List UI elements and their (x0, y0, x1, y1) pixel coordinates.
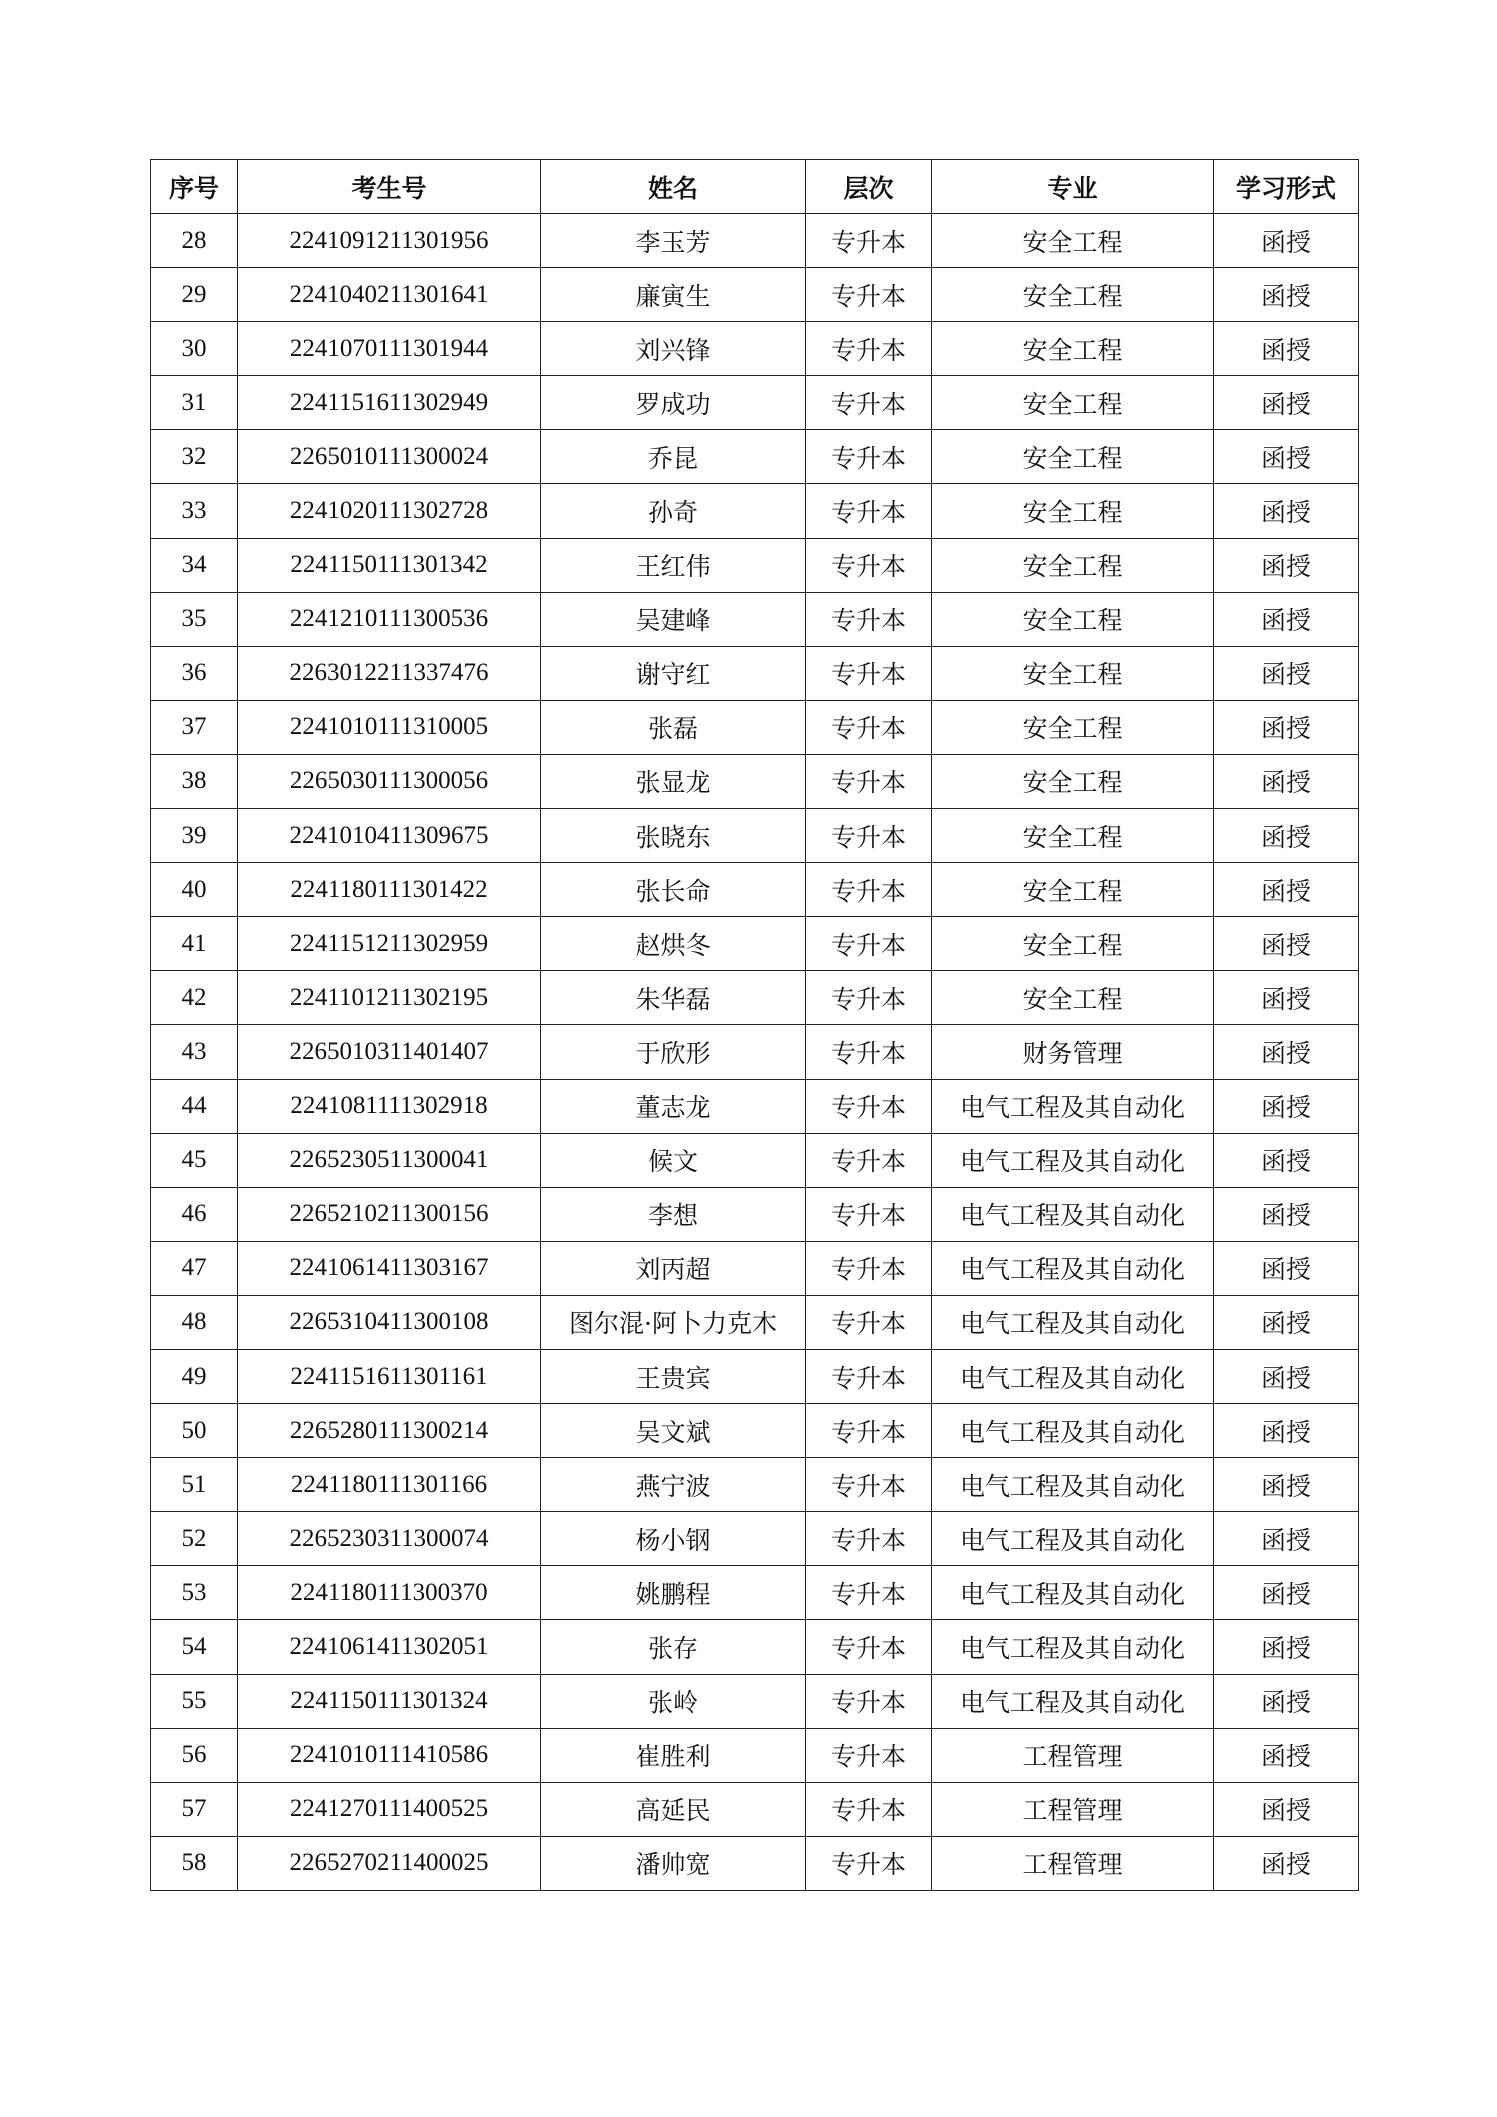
level-cell: 专升本 (806, 268, 932, 322)
table-row (151, 376, 1359, 430)
major-cell: 财务管理 (932, 1025, 1214, 1079)
major-cell: 电气工程及其自动化 (932, 1620, 1214, 1674)
level-cell: 专升本 (806, 1025, 932, 1079)
name-cell: 图尔混·阿卜力克木 (541, 1295, 806, 1349)
name-cell: 杨小钢 (541, 1512, 806, 1566)
study-mode-cell: 函授 (1214, 430, 1359, 484)
name-cell: 乔昆 (541, 430, 806, 484)
level-cell: 专升本 (806, 538, 932, 592)
header-name: 姓名 (541, 160, 806, 214)
name-cell: 张长命 (541, 863, 806, 917)
exam-id-cell: 2241040211301641 (238, 268, 541, 322)
major-cell: 安全工程 (932, 971, 1214, 1025)
study-mode-cell: 函授 (1214, 700, 1359, 754)
seq-cell: 54 (151, 1620, 238, 1674)
study-mode-cell: 函授 (1214, 1458, 1359, 1512)
table-row (151, 1566, 1359, 1620)
major-cell: 安全工程 (932, 214, 1214, 268)
study-mode-cell: 函授 (1214, 1404, 1359, 1458)
name-cell: 朱华磊 (541, 971, 806, 1025)
major-cell: 安全工程 (932, 430, 1214, 484)
study-mode-cell: 函授 (1214, 1674, 1359, 1728)
exam-id-cell: 2241010411309675 (238, 809, 541, 863)
table-row (151, 1458, 1359, 1512)
name-cell: 燕宁波 (541, 1458, 806, 1512)
major-cell: 安全工程 (932, 646, 1214, 700)
major-cell: 安全工程 (932, 484, 1214, 538)
name-cell: 吴文斌 (541, 1404, 806, 1458)
table-header-row (151, 160, 1359, 214)
study-mode-cell: 函授 (1214, 863, 1359, 917)
table-row (151, 1782, 1359, 1836)
table-row (151, 1133, 1359, 1187)
level-cell: 专升本 (806, 1674, 932, 1728)
study-mode-cell: 函授 (1214, 1079, 1359, 1133)
major-cell: 安全工程 (932, 538, 1214, 592)
exam-id-cell: 2241151611302949 (238, 376, 541, 430)
exam-id-cell: 2241091211301956 (238, 214, 541, 268)
name-cell: 李玉芳 (541, 214, 806, 268)
table-row (151, 863, 1359, 917)
level-cell: 专升本 (806, 646, 932, 700)
header-exam-id: 考生号 (238, 160, 541, 214)
major-cell: 电气工程及其自动化 (932, 1674, 1214, 1728)
exam-id-cell: 2265010311401407 (238, 1025, 541, 1079)
major-cell: 安全工程 (932, 376, 1214, 430)
exam-id-cell: 2241210111300536 (238, 592, 541, 646)
level-cell: 专升本 (806, 971, 932, 1025)
seq-cell: 38 (151, 754, 238, 808)
study-mode-cell: 函授 (1214, 1620, 1359, 1674)
study-mode-cell: 函授 (1214, 1512, 1359, 1566)
study-mode-cell: 函授 (1214, 917, 1359, 971)
name-cell: 刘兴锋 (541, 322, 806, 376)
level-cell: 专升本 (806, 322, 932, 376)
name-cell: 王贵宾 (541, 1349, 806, 1403)
major-cell: 工程管理 (932, 1836, 1214, 1890)
level-cell: 专升本 (806, 809, 932, 863)
header-major: 专业 (932, 160, 1214, 214)
major-cell: 安全工程 (932, 863, 1214, 917)
exam-id-cell: 2241151211302959 (238, 917, 541, 971)
name-cell: 董志龙 (541, 1079, 806, 1133)
major-cell: 安全工程 (932, 917, 1214, 971)
table-row (151, 484, 1359, 538)
exam-id-cell: 2241070111301944 (238, 322, 541, 376)
major-cell: 安全工程 (932, 268, 1214, 322)
study-mode-cell: 函授 (1214, 538, 1359, 592)
seq-cell: 56 (151, 1728, 238, 1782)
study-mode-cell: 函授 (1214, 1295, 1359, 1349)
name-cell: 赵烘冬 (541, 917, 806, 971)
table-row (151, 1728, 1359, 1782)
study-mode-cell: 函授 (1214, 1728, 1359, 1782)
study-mode-cell: 函授 (1214, 1133, 1359, 1187)
level-cell: 专升本 (806, 1566, 932, 1620)
seq-cell: 36 (151, 646, 238, 700)
student-roster-table (150, 159, 1359, 1891)
seq-cell: 39 (151, 809, 238, 863)
name-cell: 张存 (541, 1620, 806, 1674)
header-study-mode: 学习形式 (1214, 160, 1359, 214)
level-cell: 专升本 (806, 1187, 932, 1241)
seq-cell: 58 (151, 1836, 238, 1890)
level-cell: 专升本 (806, 1241, 932, 1295)
exam-id-cell: 2241101211302195 (238, 971, 541, 1025)
seq-cell: 44 (151, 1079, 238, 1133)
exam-id-cell: 2241010111310005 (238, 700, 541, 754)
major-cell: 电气工程及其自动化 (932, 1458, 1214, 1512)
exam-id-cell: 2241180111300370 (238, 1566, 541, 1620)
name-cell: 于欣形 (541, 1025, 806, 1079)
name-cell: 高延民 (541, 1782, 806, 1836)
level-cell: 专升本 (806, 863, 932, 917)
study-mode-cell: 函授 (1214, 1025, 1359, 1079)
study-mode-cell: 函授 (1214, 322, 1359, 376)
name-cell: 姚鹏程 (541, 1566, 806, 1620)
name-cell: 崔胜利 (541, 1728, 806, 1782)
table-row (151, 971, 1359, 1025)
major-cell: 电气工程及其自动化 (932, 1349, 1214, 1403)
major-cell: 安全工程 (932, 809, 1214, 863)
seq-cell: 42 (151, 971, 238, 1025)
exam-id-cell: 2241150111301324 (238, 1674, 541, 1728)
study-mode-cell: 函授 (1214, 592, 1359, 646)
level-cell: 专升本 (806, 430, 932, 484)
major-cell: 工程管理 (932, 1728, 1214, 1782)
level-cell: 专升本 (806, 484, 932, 538)
study-mode-cell: 函授 (1214, 809, 1359, 863)
major-cell: 工程管理 (932, 1782, 1214, 1836)
study-mode-cell: 函授 (1214, 754, 1359, 808)
name-cell: 谢守红 (541, 646, 806, 700)
study-mode-cell: 函授 (1214, 1187, 1359, 1241)
study-mode-cell: 函授 (1214, 214, 1359, 268)
exam-id-cell: 2265310411300108 (238, 1295, 541, 1349)
major-cell: 安全工程 (932, 592, 1214, 646)
table-row (151, 1674, 1359, 1728)
major-cell: 电气工程及其自动化 (932, 1187, 1214, 1241)
table-row (151, 700, 1359, 754)
major-cell: 电气工程及其自动化 (932, 1079, 1214, 1133)
study-mode-cell: 函授 (1214, 646, 1359, 700)
exam-id-cell: 2265010111300024 (238, 430, 541, 484)
level-cell: 专升本 (806, 376, 932, 430)
study-mode-cell: 函授 (1214, 376, 1359, 430)
table-row (151, 214, 1359, 268)
seq-cell: 30 (151, 322, 238, 376)
name-cell: 罗成功 (541, 376, 806, 430)
table-row (151, 538, 1359, 592)
name-cell: 王红伟 (541, 538, 806, 592)
exam-id-cell: 2241151611301161 (238, 1349, 541, 1403)
table-row (151, 1241, 1359, 1295)
study-mode-cell: 函授 (1214, 1241, 1359, 1295)
level-cell: 专升本 (806, 700, 932, 754)
table-row (151, 1349, 1359, 1403)
seq-cell: 29 (151, 268, 238, 322)
exam-id-cell: 2265230311300074 (238, 1512, 541, 1566)
exam-id-cell: 2241150111301342 (238, 538, 541, 592)
seq-cell: 34 (151, 538, 238, 592)
name-cell: 孙奇 (541, 484, 806, 538)
seq-cell: 32 (151, 430, 238, 484)
table-row (151, 1295, 1359, 1349)
table-row (151, 917, 1359, 971)
name-cell: 潘帅宽 (541, 1836, 806, 1890)
exam-id-cell: 2241081111302918 (238, 1079, 541, 1133)
table-row (151, 646, 1359, 700)
table-row (151, 1187, 1359, 1241)
seq-cell: 40 (151, 863, 238, 917)
seq-cell: 28 (151, 214, 238, 268)
name-cell: 候文 (541, 1133, 806, 1187)
exam-id-cell: 2241061411303167 (238, 1241, 541, 1295)
level-cell: 专升本 (806, 1620, 932, 1674)
table-row (151, 430, 1359, 484)
seq-cell: 53 (151, 1566, 238, 1620)
name-cell: 刘丙超 (541, 1241, 806, 1295)
table-row (151, 1512, 1359, 1566)
seq-cell: 48 (151, 1295, 238, 1349)
exam-id-cell: 2263012211337476 (238, 646, 541, 700)
level-cell: 专升本 (806, 214, 932, 268)
table-row (151, 1025, 1359, 1079)
name-cell: 张晓东 (541, 809, 806, 863)
name-cell: 张岭 (541, 1674, 806, 1728)
major-cell: 安全工程 (932, 754, 1214, 808)
seq-cell: 35 (151, 592, 238, 646)
level-cell: 专升本 (806, 1728, 932, 1782)
table-row (151, 322, 1359, 376)
level-cell: 专升本 (806, 1404, 932, 1458)
study-mode-cell: 函授 (1214, 268, 1359, 322)
table-row (151, 1836, 1359, 1890)
major-cell: 安全工程 (932, 322, 1214, 376)
table-row (151, 1404, 1359, 1458)
study-mode-cell: 函授 (1214, 1349, 1359, 1403)
level-cell: 专升本 (806, 1836, 932, 1890)
level-cell: 专升本 (806, 1079, 932, 1133)
seq-cell: 47 (151, 1241, 238, 1295)
seq-cell: 46 (151, 1187, 238, 1241)
level-cell: 专升本 (806, 917, 932, 971)
exam-id-cell: 2265280111300214 (238, 1404, 541, 1458)
seq-cell: 57 (151, 1782, 238, 1836)
level-cell: 专升本 (806, 1512, 932, 1566)
name-cell: 廉寅生 (541, 268, 806, 322)
seq-cell: 50 (151, 1404, 238, 1458)
seq-cell: 41 (151, 917, 238, 971)
name-cell: 张显龙 (541, 754, 806, 808)
exam-id-cell: 2241010111410586 (238, 1728, 541, 1782)
exam-id-cell: 2241180111301166 (238, 1458, 541, 1512)
seq-cell: 45 (151, 1133, 238, 1187)
exam-id-cell: 2265230511300041 (238, 1133, 541, 1187)
exam-id-cell: 2241061411302051 (238, 1620, 541, 1674)
table-row (151, 754, 1359, 808)
table-row (151, 268, 1359, 322)
table-row (151, 592, 1359, 646)
table-row (151, 809, 1359, 863)
header-level: 层次 (806, 160, 932, 214)
exam-id-cell: 2265030111300056 (238, 754, 541, 808)
study-mode-cell: 函授 (1214, 1836, 1359, 1890)
major-cell: 安全工程 (932, 700, 1214, 754)
level-cell: 专升本 (806, 1133, 932, 1187)
seq-cell: 37 (151, 700, 238, 754)
seq-cell: 55 (151, 1674, 238, 1728)
study-mode-cell: 函授 (1214, 484, 1359, 538)
study-mode-cell: 函授 (1214, 971, 1359, 1025)
major-cell: 电气工程及其自动化 (932, 1404, 1214, 1458)
header-seq: 序号 (151, 160, 238, 214)
name-cell: 李想 (541, 1187, 806, 1241)
level-cell: 专升本 (806, 1349, 932, 1403)
study-mode-cell: 函授 (1214, 1566, 1359, 1620)
name-cell: 吴建峰 (541, 592, 806, 646)
seq-cell: 49 (151, 1349, 238, 1403)
seq-cell: 43 (151, 1025, 238, 1079)
level-cell: 专升本 (806, 1458, 932, 1512)
table-row (151, 1079, 1359, 1133)
major-cell: 电气工程及其自动化 (932, 1295, 1214, 1349)
exam-id-cell: 2241270111400525 (238, 1782, 541, 1836)
level-cell: 专升本 (806, 1295, 932, 1349)
seq-cell: 31 (151, 376, 238, 430)
seq-cell: 33 (151, 484, 238, 538)
table-row (151, 1620, 1359, 1674)
major-cell: 电气工程及其自动化 (932, 1133, 1214, 1187)
major-cell: 电气工程及其自动化 (932, 1512, 1214, 1566)
level-cell: 专升本 (806, 1782, 932, 1836)
seq-cell: 51 (151, 1458, 238, 1512)
table-body (151, 214, 1359, 1891)
study-mode-cell: 函授 (1214, 1782, 1359, 1836)
major-cell: 电气工程及其自动化 (932, 1566, 1214, 1620)
major-cell: 电气工程及其自动化 (932, 1241, 1214, 1295)
level-cell: 专升本 (806, 592, 932, 646)
exam-id-cell: 2241180111301422 (238, 863, 541, 917)
seq-cell: 52 (151, 1512, 238, 1566)
level-cell: 专升本 (806, 754, 932, 808)
exam-id-cell: 2265270211400025 (238, 1836, 541, 1890)
name-cell: 张磊 (541, 700, 806, 754)
exam-id-cell: 2265210211300156 (238, 1187, 541, 1241)
exam-id-cell: 2241020111302728 (238, 484, 541, 538)
